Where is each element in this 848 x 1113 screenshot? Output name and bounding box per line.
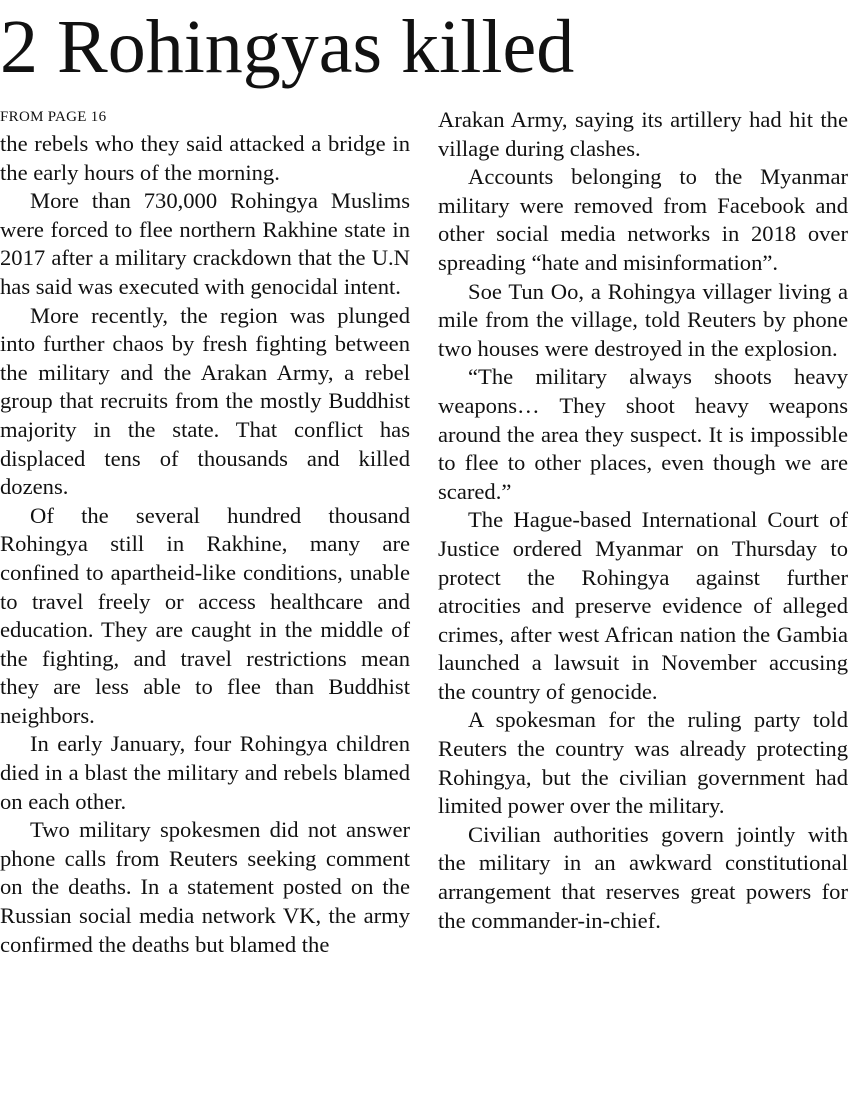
- quote-paragraph: “The military always shoots heavy weapons… They shoot heavy weapons around the area they suspect. It is impossible to flee to other places, even though we are scared.”: [438, 364, 848, 504]
- paragraph: the rebels who they said attacked a bridge in the early hours of the morning.: [0, 131, 410, 185]
- paragraph: More recently, the region was plunged into further chaos by fresh fighting between the military and the Arakan Army, a rebel group that recruits from the mostly Buddhist majority in the state. That conflict has displaced tens of thousands and killed dozens.: [0, 302, 410, 500]
- article-column-left: [0, 130, 410, 959]
- article-column-right: [438, 106, 848, 935]
- headline: 2 Rohingyas killed: [0, 5, 575, 89]
- paragraph: Accounts belonging to the Myanmar military were removed from Facebook and other social media networks in 2018 over spreading “hate and misinformation”.: [438, 164, 848, 275]
- paragraph: More than 730,000 Rohingya Muslims were forced to flee northern Rakhine state in 2017 after a military crackdown that the U.N has said was executed with genocidal intent.: [0, 188, 410, 299]
- paragraph: A spokesman for the ruling party told Reuters the country was already protecting Rohingya, but the civilian government had limited power over the military.: [438, 707, 848, 819]
- paragraph: Of the several hundred thousand Rohingya still in Rakhine, many are confined to apartheid-like conditions, unable to travel freely or access healthcare and education. They are caught in the middle of the fighting, and travel restrictions mean they are less able to flee than Buddhist neighbors.: [0, 502, 410, 728]
- paragraph: Arakan Army, saying its artillery had hit the village during clashes.: [438, 107, 848, 161]
- continued-from-label: FROM PAGE 16: [0, 109, 107, 125]
- paragraph: Two military spokesmen did not answer phone calls from Reuters seeking comment on the deaths. In a statement posted on the Russian social media network VK, the army confirmed the deaths but blamed the: [0, 817, 410, 957]
- paragraph: Civilian authorities govern jointly with the military in an awkward constitutional arrangement that reserves great powers for the commander-in-chief.: [438, 821, 848, 933]
- paragraph: The Hague-based International Court of Justice ordered Myanmar on Thursday to protect the Rohingya against further atrocities and preserve evidence of alleged crimes, after west African nation the Gambia launched a lawsuit in November accusing the country of genocide.: [438, 507, 848, 704]
- paragraph: Soe Tun Oo, a Rohingya villager living a mile from the village, told Reuters by phone two houses were destroyed in the explosion.: [438, 278, 848, 361]
- paragraph: In early January, four Rohingya children died in a blast the military and rebels blamed on each other.: [0, 731, 410, 814]
